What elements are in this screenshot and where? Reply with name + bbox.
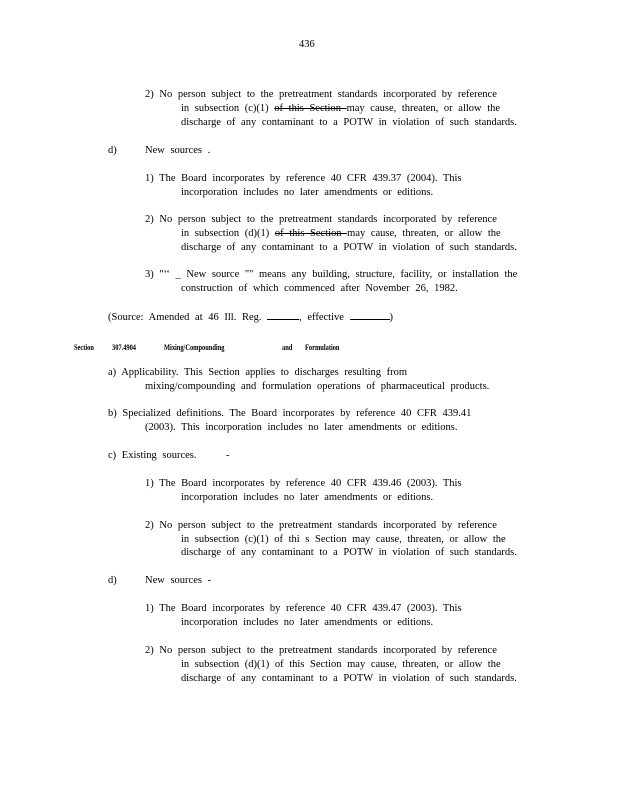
paragraph-line: incorporation includes no later amendments or editions.	[181, 492, 434, 503]
paragraph-line: b) Specialized definitions. The Board incorporates by reference 40 CFR 439.41	[108, 408, 472, 419]
paragraph-line: incorporation includes no later amendments or editions.	[181, 187, 434, 198]
paragraph-line: incorporation includes no later amendments or editions.	[181, 617, 434, 628]
paragraph-line: in subsection (c)(1) of this Section may cause, threaten, or allow the	[181, 103, 501, 114]
section-title: and	[282, 343, 293, 352]
paragraph-line: in subsection (c)(1) of thi s Section may cause, threaten, or allow the	[181, 534, 506, 545]
paragraph-line: 2) No person subject to the pretreatment standards incorporated by reference	[145, 89, 497, 100]
page-number: 436	[299, 39, 315, 50]
subsection-heading: New sources .	[145, 145, 211, 156]
paragraph-line: in subsection (d)(1) of this Section may cause, threaten, or allow the	[181, 659, 501, 670]
paragraph-line: 3) "‘‘ _ New source "" means any building, structure, facility, or installation the	[145, 269, 518, 280]
blank-underline	[350, 310, 390, 320]
section-number: 307.4904	[112, 343, 136, 352]
paragraph-line: 1) The Board incorporates by reference 40 CFR 439.47 (2003). This	[145, 603, 462, 614]
blank-underline	[267, 310, 299, 320]
paragraph-line: discharge of any contaminant to a POTW in violation of such standards.	[181, 673, 517, 684]
paragraph-line: construction of which commenced after November 26, 1982.	[181, 283, 458, 294]
paragraph-line: 1) The Board incorporates by reference 40 CFR 439.46 (2003). This	[145, 478, 462, 489]
subsection-heading: c) Existing sources.	[108, 450, 197, 461]
section-title: Formulation	[305, 343, 340, 352]
paragraph-line: a) Applicability. This Section applies to discharges resulting from	[108, 367, 408, 378]
stray-mark: -	[226, 450, 230, 461]
section-label: Section	[74, 343, 94, 352]
paragraph-line: 2) No person subject to the pretreatment standards incorporated by reference	[145, 645, 497, 656]
paragraph-line: 2) No person subject to the pretreatment standards incorporated by reference	[145, 520, 497, 531]
struck-text: of this Section	[274, 103, 347, 114]
subsection-label: d)	[108, 145, 117, 156]
paragraph-line: (2003). This incorporation includes no later amendments or editions.	[145, 422, 458, 433]
struck-text: of this Section	[274, 228, 348, 239]
paragraph-line: discharge of any contaminant to a POTW in violation of such standards.	[181, 242, 517, 253]
subsection-label: d)	[108, 575, 117, 586]
paragraph-line: discharge of any contaminant to a POTW in violation of such standards.	[181, 117, 517, 128]
subsection-heading: New sources -	[145, 575, 212, 586]
paragraph-line: in subsection (d)(1) of this Section may cause, threaten, or allow the	[181, 228, 501, 239]
paragraph-line: 1) The Board incorporates by reference 40 CFR 439.37 (2004). This	[145, 173, 462, 184]
paragraph-line: discharge of any contaminant to a POTW in violation of such standards.	[181, 547, 517, 558]
section-title: Mixing/Compounding	[164, 343, 225, 352]
paragraph-line: mixing/compounding and formulation operations of pharmaceutical products.	[145, 381, 490, 392]
paragraph-line: 2) No person subject to the pretreatment standards incorporated by reference	[145, 214, 497, 225]
source-note: (Source: Amended at 46 Ill. Reg. , effective )	[108, 312, 394, 323]
